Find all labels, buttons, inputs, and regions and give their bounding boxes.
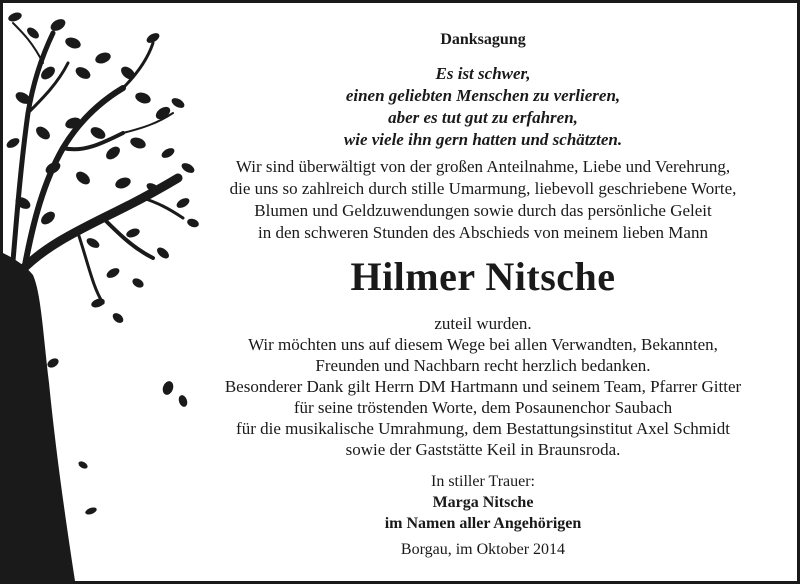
thanks-line: Wir möchten uns auf diesem Wege bei allen Verwandten, Bekannten, [248, 335, 718, 354]
mourning-intro: In stiller Trauer: [431, 473, 535, 490]
thanks-line: Besonderer Dank gilt Herrn DM Hartmann und seinem Team, Pfarrer Gitter [224, 377, 742, 396]
place-date: Borgau, im Oktober 2014 [400, 541, 566, 558]
poem-line: Es ist schwer, [435, 64, 531, 83]
thanks-line: zuteil wurden. [434, 314, 532, 333]
intro-line: Blumen und Geldzuwendungen sowie durch das persönliche Geleit [254, 201, 712, 220]
poem [173, 63, 793, 151]
on-behalf-line: im Namen aller Angehörigen [384, 515, 582, 532]
heading: Danksagung [440, 31, 526, 48]
deceased-name: Hilmer Nitsche [350, 254, 616, 299]
mourner-name: Marga Nitsche [432, 494, 534, 511]
intro-line: in den schweren Stunden des Abschieds von meinem lieben Mann [258, 223, 708, 242]
intro-line: die uns so zahlreich durch stille Umarmung, liebevoll geschriebene Worte, [229, 179, 737, 198]
thanks-line: für seine tröstenden Worte, dem Posaunenchor Saubach [293, 398, 673, 417]
poem-line: einen geliebten Menschen zu verlieren, [345, 86, 621, 105]
thanks-paragraph [173, 313, 793, 460]
thanks-line: für die musikalische Umrahmung, dem Bestattungsinstitut Axel Schmidt [236, 419, 730, 438]
poem-line: aber es tut gut zu erfahren, [388, 108, 578, 127]
poem-line: wie viele ihn gern hatten und schätzten. [343, 130, 623, 149]
thanks-line: sowie der Gaststätte Keil in Braunsroda. [345, 440, 621, 459]
intro-paragraph [173, 156, 793, 244]
mourning-block [173, 471, 793, 534]
thanks-line: Freunden und Nachbarn recht herzlich bedanken. [315, 356, 651, 375]
intro-line: Wir sind überwältigt von der großen Anteilnahme, Liebe und Verehrung, [235, 157, 731, 176]
